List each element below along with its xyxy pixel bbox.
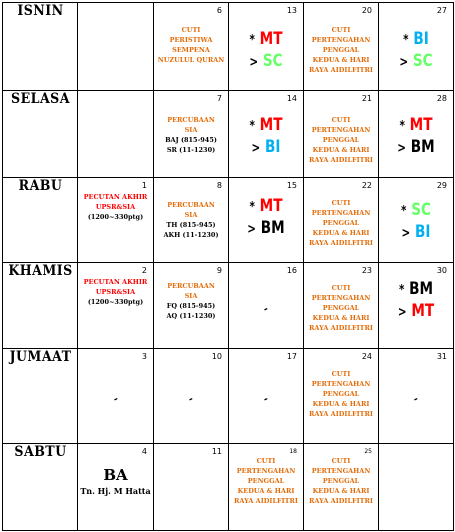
calendar-cell [304,263,379,349]
date-number: 7 [216,94,222,103]
event-detail: (1200~330ptg) [87,213,144,221]
event-line: PENGGAL [322,46,360,54]
event-note [229,456,303,506]
event-line: PENGGAL [322,390,360,398]
calendar-row [3,3,454,91]
date-number: 18 [289,448,297,455]
event-note [304,115,378,165]
date-number: 8 [216,181,222,190]
event-line: SEMPENA [172,46,210,54]
calendar-row [3,349,454,444]
date-number: 27 [436,6,447,15]
event-line: CUTI [331,116,351,124]
event-line: CUTI [331,26,351,34]
event-line: RAYA AIDILFITRI [309,239,373,247]
subject-pair [379,115,453,159]
date-number: 28 [436,94,447,103]
calendar-cell [379,349,454,444]
event-line: UPSR&SIA [95,203,136,211]
event-line: KEDUA & HARI [312,400,370,408]
calendar-cell [304,349,379,444]
event-line: RAYA AIDILFITRI [234,497,298,505]
date-number: 13 [286,6,297,15]
date-number: 29 [436,181,447,190]
event-line: PENGGAL [322,219,360,227]
subject-pair [229,115,303,159]
event-line: KEDUA & HARI [312,56,370,64]
calendar-cell-empty [379,444,454,531]
event-note [154,115,228,155]
event-line: PERTENGAHAN [311,36,371,44]
calendar-row [3,178,454,263]
calendar-cell [304,178,379,263]
star-marker: * [398,283,405,298]
event-line: SIA [184,211,198,219]
subject-second: BI [415,222,431,242]
event-note [78,192,153,222]
arrow-marker: > [249,55,259,70]
star-marker: * [249,33,255,48]
date-number: 3 [141,352,147,361]
event-line: PENGGAL [247,477,285,485]
event-line: CUTI [331,199,351,207]
calendar-cell-empty [78,3,154,91]
calendar-cell [229,349,304,444]
calendar-cell [78,178,154,263]
date-number: 20 [361,6,372,15]
subject-pair [379,29,453,73]
calendar-row [3,263,454,349]
calendar-row [3,444,454,531]
event-line: PERTENGAHAN [311,294,371,302]
subject-first: SC [411,200,431,220]
date-number: 15 [286,181,297,190]
date-number: 30 [436,266,447,275]
dash-mark: - [186,393,196,406]
event-note [304,25,378,75]
event-detail: BAJ (815-945) [165,136,217,144]
calendar-cell [229,444,304,531]
event-line: SIA [184,126,198,134]
event-line: RAYA AIDILFITRI [309,66,373,74]
star-marker: * [249,200,255,215]
date-number: 9 [216,266,222,275]
calendar-cell [78,263,154,349]
event-detail: AQ (11-1230) [166,312,216,320]
event-line: PECUTAN AKHIR [83,193,148,201]
calendar-cell [304,444,379,531]
calendar-cell [379,178,454,263]
event-note [304,198,378,248]
calendar-cell [304,91,379,178]
date-number: 22 [361,181,372,190]
day-label-rabu: RABU [6,178,74,263]
subject-first: MT [259,196,283,216]
day-label-jumaat: JUMAAT [6,349,74,444]
event-line: PERCUBAAN [167,116,215,124]
subject-first: MT [259,115,283,135]
event-note [78,277,153,307]
subject-second: BM [410,137,435,157]
event-note [154,25,228,65]
date-number: 23 [361,266,372,275]
calendar-cell [78,444,154,531]
event-note [304,283,378,333]
arrow-marker: > [401,226,411,241]
day-label-khamis: KHAMIS [6,263,74,349]
event-line: KEDUA & HARI [312,229,370,237]
event-line: RAYA AIDILFITRI [309,156,373,164]
event-line: PERCUBAAN [167,282,215,290]
date-number: 16 [286,266,297,275]
event-line: KEDUA & HARI [312,146,370,154]
date-number: 10 [211,352,222,361]
teacher-name: Tn. Hj. M Hatta [80,486,151,496]
event-note [304,456,378,506]
subject-pair [379,279,453,323]
subject-second: SC [262,51,283,71]
day-label-isnin: ISNIN [6,3,74,91]
subject-pair [229,196,303,240]
event-line: PERTENGAHAN [311,209,371,217]
date-number: 25 [364,448,372,455]
event-note [304,369,378,419]
star-marker: * [399,119,405,134]
event-detail: SR (11-1230) [166,146,216,154]
calendar-cell [379,263,454,349]
arrow-marker: > [251,141,261,156]
arrow-marker: > [397,305,407,320]
calendar-cell [229,3,304,91]
calendar-cell [154,263,229,349]
event-line: KEDUA & HARI [237,487,295,495]
date-number: 21 [361,94,372,103]
subject-pair [379,200,453,244]
date-number: 31 [436,352,447,361]
calendar-cell-empty [78,91,154,178]
subject-pair [229,29,303,73]
calendar-cell [154,444,229,531]
calendar-cell [379,3,454,91]
event-line: PERCUBAAN [167,201,215,209]
class-title: BA [103,466,128,484]
event-line: RAYA AIDILFITRI [309,324,373,332]
event-note [154,200,228,240]
event-line: RAYA AIDILFITRI [309,497,373,505]
calendar-cell [154,91,229,178]
event-line: KEDUA & HARI [312,314,370,322]
event-line: PENGGAL [322,304,360,312]
dash-mark: - [111,393,120,406]
event-line: SIA [184,292,198,300]
event-line: PENGGAL [322,477,360,485]
calendar-cell [154,3,229,91]
subject-first: BM [409,279,434,299]
event-line: PERTENGAHAN [236,467,296,475]
event-line: UPSR&SIA [95,288,136,296]
dash-mark: - [261,393,271,406]
event-line: NUZULUL QURAN [157,56,225,64]
calendar-cell [229,91,304,178]
subject-second: MT [411,301,435,321]
calendar-cell [229,178,304,263]
date-number: 14 [286,94,297,103]
calendar-cell [78,349,154,444]
calendar-table [2,2,454,531]
date-number: 2 [141,266,147,275]
event-line: CUTI [256,457,276,465]
event-line: PERTENGAHAN [311,126,371,134]
date-number: 6 [216,6,222,15]
star-marker: * [249,119,255,134]
arrow-marker: > [399,55,409,70]
event-line: PERISTIWA [169,36,213,44]
day-label-selasa: SELASA [6,91,74,178]
date-number: 17 [286,352,297,361]
subject-first: MT [259,29,283,49]
subject-first: BI [413,29,429,49]
event-line: PERTENGAHAN [311,467,371,475]
arrow-marker: > [397,141,407,156]
event-line: CUTI [181,26,201,34]
event-detail: (1200~330ptg) [87,298,144,306]
arrow-marker: > [247,222,257,237]
calendar-cell [379,91,454,178]
date-number: 11 [211,447,222,456]
event-detail: TH (815-945) [166,221,216,229]
calendar-row [3,91,454,178]
event-note [154,281,228,321]
date-number: 1 [141,181,147,190]
calendar-cell [154,349,229,444]
event-line: CUTI [331,370,351,378]
dash-mark: - [261,302,271,315]
date-number: 24 [361,352,372,361]
date-number: 4 [141,447,147,456]
calendar-cell [304,3,379,91]
event-line: PENGGAL [322,136,360,144]
event-line: PECUTAN AKHIR [83,278,148,286]
event-detail: FQ (815-945) [166,302,216,310]
star-marker: * [403,33,409,48]
calendar-cell [229,263,304,349]
dash-mark: - [411,393,421,406]
day-label-sabtu: SABTU [6,444,74,531]
event-detail: AKH (11-1230) [163,231,219,239]
star-marker: * [401,204,407,219]
subject-second: SC [412,51,433,71]
subject-first: MT [409,115,433,135]
event-line: PERTENGAHAN [311,380,371,388]
subject-second: BM [260,218,285,238]
event-line: CUTI [331,457,351,465]
calendar-cell [154,178,229,263]
event-line: KEDUA & HARI [312,487,370,495]
subject-second: BI [265,137,281,157]
event-line: CUTI [331,284,351,292]
event-line: RAYA AIDILFITRI [309,410,373,418]
